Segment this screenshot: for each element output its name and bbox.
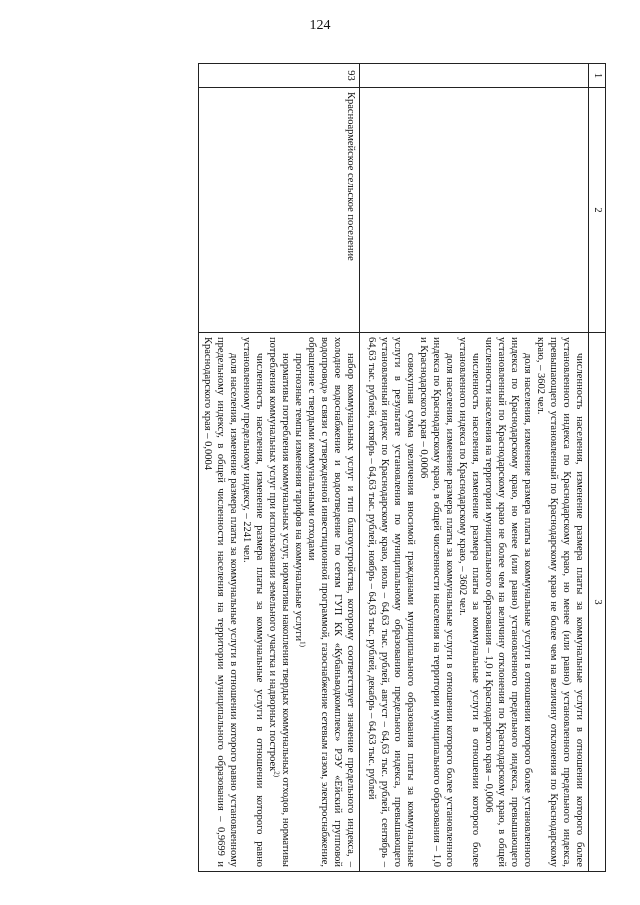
page-number: 124 [309,18,331,33]
paragraph-text: прогнозные темпы изменения тарифов на коммунальные услуги [293,353,304,642]
table-row-93 [199,64,360,872]
paragraph: доля населения, изменение размера платы за коммунальные услуги в отношении которого более установленного индекса по Краснодарскому краю, в общей численности населения на территории муниципального образования – 1,0 и Краснодарского края – 0,0006 [418,337,455,867]
header-col-3: 3 [589,333,606,872]
header-col-1: 1 [589,64,606,88]
paragraph [292,337,305,867]
rotated-table-area [80,63,606,871]
municipality-name: Красноармейское сельское поселение [199,88,360,333]
row-number: 93 [199,64,360,88]
paragraph: доля населения, изменение размера платы за коммунальные услуги в отношении которого более установленного индекса по Краснодарскому краю, но менее (или равно) установленного предельного индекса, превышающего установленный по Краснодарскому краю не более чем на величину отклонения по Краснодарскому краю, в общей численности населения на территории муниципального образования – 1,0 и Краснодарского края – 0,0006 [483,337,533,867]
cell-indicators-prev [360,333,589,872]
paragraph: численность населения, изменение размера платы за коммунальные услуги в отношении которого более установленного индекса по Краснодарскому краю, – 3602 чел. [457,337,481,867]
paragraph: совокупная сумма увеличения вносимой гражданами муниципального образования платы за коммунальные услуги в результате установления по муниципальному образованию предельного индекса, превышающего установленный индекс по Краснодарскому краю, июль – 64,63 тыс. рублей, август – 64,63 тыс. рублей, сентябрь – 64,63 тыс. рублей, октябрь – 64,63 тыс. рублей, ноябрь – 64,63 тыс. рублей, декабрь – 64,63 тыс. рублей [366,337,416,867]
paragraph-text: нормативы потребления коммунальных услуг, нормативы накопления твердых коммунальных отходов, нормативы потребления коммунальных услуг при использовании земельного участка и надворных построек [267,337,291,867]
data-table [198,63,606,872]
footnote-marker: 2) [272,771,281,778]
paragraph: доля населения, изменение размера платы за коммунальные услуги в отношении которого равно установленному предельному индексу, в общей численности населения на территории муниципального образования – 0,9699 и Краснодарского края – 0,0004 [202,337,239,867]
paragraph: численность населения, изменение размера платы за коммунальные услуги в отношении которого более установленного индекса по Краснодарскому краю, но менее (или равно) установленного предельного индекса, превышающего установленный по Краснодарскому краю не более чем на величину отклонения по Краснодарскому краю, – 3602 чел. [535,337,585,867]
header-col-2: 2 [589,88,606,333]
cell-num-empty [360,64,589,88]
table-row-continuation [360,64,589,872]
header-row [589,64,606,872]
rotated-table-container [80,63,606,871]
paragraph: численность населения, изменение размера платы за коммунальные услуги в отношении которого равно установленному предельному индексу, – 2241 чел. [241,337,265,867]
cell-name-empty [360,88,589,333]
footnote-marker: 1) [298,641,307,647]
paragraph [266,337,292,867]
paragraph: набор коммунальных услуг и тип благоустройства, которому соответствует значение предельного индекса, – холодное водоснабжение и водоотведение по сетям ГУП КК «Кубаньводкомплекс» РЭУ «Ейский групповой водопровод» в связи с утвержденной инвестиционной программой, газоснабжение сетевым газом, электроснабжение, обращение с твердыми коммунальными отходами [306,337,356,867]
cell-indicators-93 [199,333,360,872]
